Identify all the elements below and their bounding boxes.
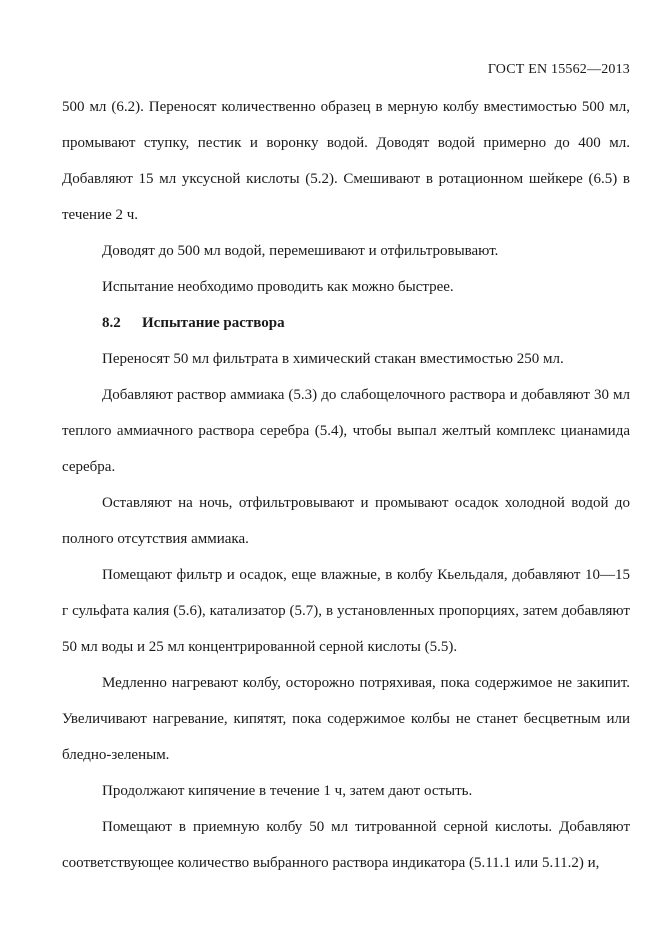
paragraph: Помещают фильтр и осадок, еще влажные, в колбу Кьельдаля, добавляют 10—15 г сульфата калия (5.6), катализатор (5.7), в установленных пропорциях, затем добавляют 50 мл воды и 25 мл концентрированной серной кислоты (5.5). bbox=[62, 567, 630, 655]
section-heading bbox=[62, 305, 630, 341]
document-body bbox=[62, 89, 630, 881]
paragraph: Медленно нагревают колбу, осторожно потряхивая, пока содержимое не закипит. Увеличивают нагревание, кипятят, пока содержимое колбы не станет бесцветным или бледно-зеленым. bbox=[62, 675, 630, 763]
paragraph: Добавляют раствор аммиака (5.3) до слабощелочного раствора и добавляют 30 мл теплого аммиачного раствора серебра (5.4), чтобы выпал желтый комплекс цианамида серебра. bbox=[62, 387, 630, 475]
section-number: 8.2 bbox=[102, 315, 121, 331]
paragraph: Переносят 50 мл фильтрата в химический стакан вместимостью 250 мл. bbox=[102, 351, 564, 367]
paragraph: Продолжают кипячение в течение 1 ч, затем дают остыть. bbox=[102, 783, 473, 799]
page-header-standard: ГОСТ EN 15562—2013 bbox=[487, 62, 630, 77]
paragraph: Оставляют на ночь, отфильтровывают и промывают осадок холодной водой до полного отсутствия аммиака. bbox=[62, 495, 630, 547]
paragraph-continuation: 500 мл (6.2). Переносят количественно образец в мерную колбу вместимостью 500 мл, промывают ступку, пестик и воронку водой. Доводят водой примерно до 400 мл. Добавляют 15 мл уксусной кислоты (5.2). Смешивают в ротационном шейкере (6.5) в течение 2 ч. bbox=[62, 99, 630, 223]
section-title: Испытание раствора bbox=[142, 315, 285, 331]
paragraph: Помещают в приемную колбу 50 мл титрованной серной кислоты. Добавляют соответствующее количество выбранного раствора индикатора (5.11.1 или 5.11.2) и, bbox=[62, 819, 630, 871]
paragraph: Испытание необходимо проводить как можно быстрее. bbox=[102, 279, 454, 295]
paragraph: Доводят до 500 мл водой, перемешивают и отфильтровывают. bbox=[102, 243, 499, 259]
